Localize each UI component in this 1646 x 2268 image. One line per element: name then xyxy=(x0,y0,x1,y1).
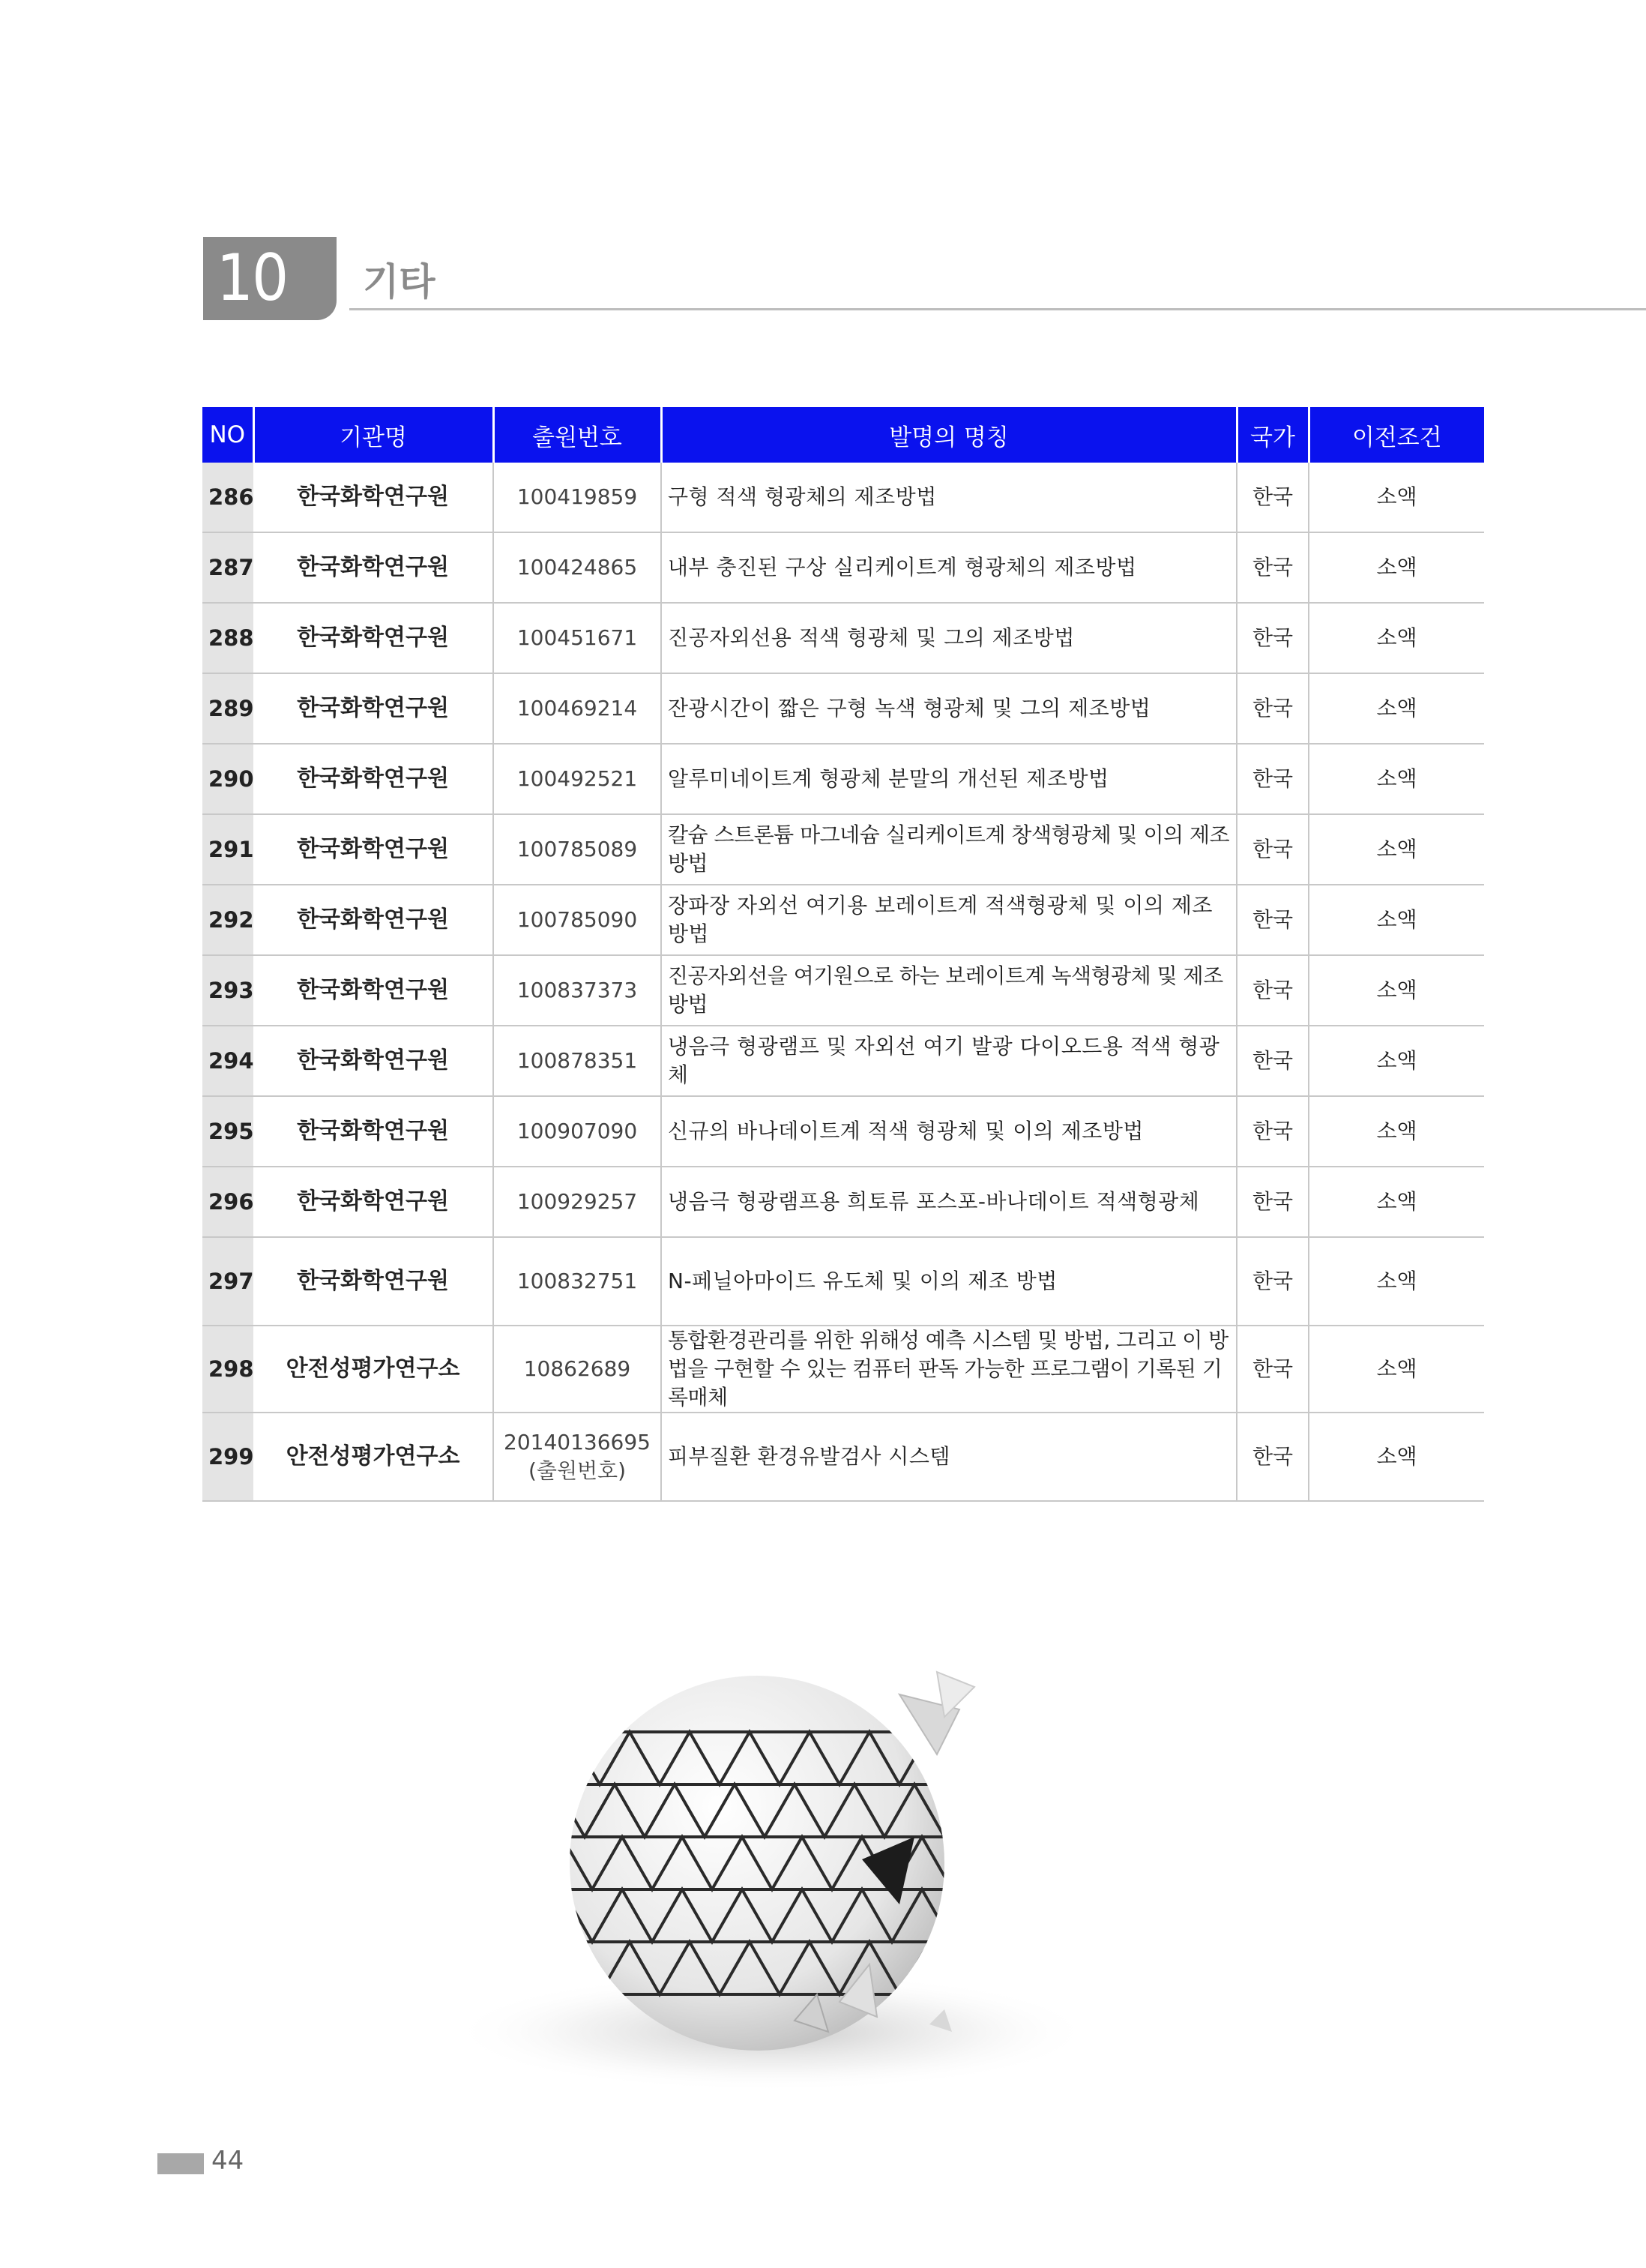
cell-title: 내부 충진된 구상 실리케이트계 형광체의 제조방법 xyxy=(661,532,1237,603)
cell-app-no: 100785090 xyxy=(493,885,661,955)
table-row xyxy=(202,814,1484,885)
cell-country: 한국 xyxy=(1237,1237,1309,1326)
cell-terms: 소액 xyxy=(1309,463,1484,532)
cell-app-no: 100469214 xyxy=(493,673,661,744)
cell-no: 292 xyxy=(202,885,253,955)
cell-app-no xyxy=(493,1413,661,1501)
cell-country: 한국 xyxy=(1237,1167,1309,1237)
cell-org: 안전성평가연구소 xyxy=(253,1326,493,1413)
cell-terms: 소액 xyxy=(1309,673,1484,744)
cell-no: 294 xyxy=(202,1026,253,1096)
page-number-bar xyxy=(157,2153,204,2174)
header-title: 발명의 명칭 xyxy=(661,407,1237,463)
cell-country: 한국 xyxy=(1237,1326,1309,1413)
cell-no: 293 xyxy=(202,955,253,1026)
cell-title: 통합환경관리를 위한 위해성 예측 시스템 및 방법, 그리고 이 방법을 구현할 수 있는 컴퓨터 판독 가능한 프로그램이 기록된 기록매체 xyxy=(661,1326,1237,1413)
cell-org: 한국화학연구원 xyxy=(253,603,493,673)
cell-org: 한국화학연구원 xyxy=(253,1026,493,1096)
cell-title: N-페닐아마이드 유도체 및 이의 제조 방법 xyxy=(661,1237,1237,1326)
cell-country: 한국 xyxy=(1237,1026,1309,1096)
section-divider xyxy=(349,308,1646,310)
cell-title: 진공자외선용 적색 형광체 및 그의 제조방법 xyxy=(661,603,1237,673)
cell-no: 299 xyxy=(202,1413,253,1501)
cell-terms: 소액 xyxy=(1309,885,1484,955)
cell-country: 한국 xyxy=(1237,744,1309,814)
table-row xyxy=(202,532,1484,603)
cell-terms: 소액 xyxy=(1309,1413,1484,1501)
table-row xyxy=(202,1413,1484,1501)
table-row xyxy=(202,673,1484,744)
cell-no: 289 xyxy=(202,673,253,744)
cell-no: 291 xyxy=(202,814,253,885)
section-number: 10 xyxy=(216,241,288,316)
table-row xyxy=(202,603,1484,673)
cell-app-no: 10862689 xyxy=(493,1326,661,1413)
table-row xyxy=(202,885,1484,955)
cell-terms: 소액 xyxy=(1309,1237,1484,1326)
table-row xyxy=(202,1167,1484,1237)
cell-org: 한국화학연구원 xyxy=(253,1237,493,1326)
cell-country: 한국 xyxy=(1237,814,1309,885)
cell-org: 한국화학연구원 xyxy=(253,673,493,744)
cell-org: 안전성평가연구소 xyxy=(253,1413,493,1501)
cell-terms: 소액 xyxy=(1309,744,1484,814)
cell-country: 한국 xyxy=(1237,673,1309,744)
cell-country: 한국 xyxy=(1237,532,1309,603)
cell-terms: 소액 xyxy=(1309,1167,1484,1237)
cell-app-no: 100832751 xyxy=(493,1237,661,1326)
cell-title: 신규의 바나데이트계 적색 형광체 및 이의 제조방법 xyxy=(661,1096,1237,1167)
cell-no: 287 xyxy=(202,532,253,603)
cell-country: 한국 xyxy=(1237,463,1309,532)
cell-no: 298 xyxy=(202,1326,253,1413)
cell-no: 295 xyxy=(202,1096,253,1167)
cell-terms: 소액 xyxy=(1309,955,1484,1026)
table-row xyxy=(202,1326,1484,1413)
cell-title: 알루미네이트계 형광체 분말의 개선된 제조방법 xyxy=(661,744,1237,814)
table-row xyxy=(202,1026,1484,1096)
cell-org: 한국화학연구원 xyxy=(253,885,493,955)
cell-org: 한국화학연구원 xyxy=(253,1096,493,1167)
cell-terms: 소액 xyxy=(1309,1096,1484,1167)
cell-app-no: 100419859 xyxy=(493,463,661,532)
cell-app-no: 100929257 xyxy=(493,1167,661,1237)
table-row xyxy=(202,744,1484,814)
cell-app-no: 100785089 xyxy=(493,814,661,885)
cell-terms: 소액 xyxy=(1309,814,1484,885)
cell-org: 한국화학연구원 xyxy=(253,814,493,885)
page-number: 44 xyxy=(211,2146,244,2176)
table-row xyxy=(202,463,1484,532)
cell-title: 장파장 자외선 여기용 보레이트계 적색형광체 및 이의 제조방법 xyxy=(661,885,1237,955)
cell-terms: 소액 xyxy=(1309,1026,1484,1096)
cell-terms: 소액 xyxy=(1309,532,1484,603)
cell-country: 한국 xyxy=(1237,1096,1309,1167)
cell-app-no: 100424865 xyxy=(493,532,661,603)
cell-title: 냉음극 형광램프 및 자외선 여기 발광 다이오드용 적색 형광체 xyxy=(661,1026,1237,1096)
app-no-note: (출원번호) xyxy=(528,1458,627,1483)
cell-app-no: 100492521 xyxy=(493,744,661,814)
cell-app-no: 100837373 xyxy=(493,955,661,1026)
cell-org: 한국화학연구원 xyxy=(253,744,493,814)
cell-no: 296 xyxy=(202,1167,253,1237)
cell-no: 286 xyxy=(202,463,253,532)
cell-app-no: 100907090 xyxy=(493,1096,661,1167)
cell-title: 칼슘 스트론튬 마그네슘 실리케이트계 창색형광체 및 이의 제조방법 xyxy=(661,814,1237,885)
header-country: 국가 xyxy=(1237,407,1309,463)
cell-country: 한국 xyxy=(1237,955,1309,1026)
table-row xyxy=(202,1237,1484,1326)
header-app-no: 출원번호 xyxy=(493,407,661,463)
cell-org: 한국화학연구원 xyxy=(253,1167,493,1237)
cell-org: 한국화학연구원 xyxy=(253,532,493,603)
cell-no: 290 xyxy=(202,744,253,814)
cell-title: 잔광시간이 짧은 구형 녹색 형광체 및 그의 제조방법 xyxy=(661,673,1237,744)
patent-table xyxy=(202,407,1484,1502)
table-row xyxy=(202,955,1484,1026)
section-title: 기타 xyxy=(363,260,435,304)
cell-country: 한국 xyxy=(1237,603,1309,673)
cell-country: 한국 xyxy=(1237,1413,1309,1501)
table-row xyxy=(202,1096,1484,1167)
app-no-value: 20140136695 xyxy=(504,1430,651,1455)
cell-terms: 소액 xyxy=(1309,1326,1484,1413)
cell-app-no: 100451671 xyxy=(493,603,661,673)
header-no: NO xyxy=(202,407,253,463)
header-terms: 이전조건 xyxy=(1309,407,1484,463)
cell-terms: 소액 xyxy=(1309,603,1484,673)
table-header-row xyxy=(202,407,1484,463)
cell-app-no: 100878351 xyxy=(493,1026,661,1096)
cell-org: 한국화학연구원 xyxy=(253,955,493,1026)
cell-no: 288 xyxy=(202,603,253,673)
cell-org: 한국화학연구원 xyxy=(253,463,493,532)
cell-title: 구형 적색 형광체의 제조방법 xyxy=(661,463,1237,532)
cell-title: 냉음극 형광램프용 희토류 포스포-바나데이트 적색형광체 xyxy=(661,1167,1237,1237)
cell-no: 297 xyxy=(202,1237,253,1326)
cell-country: 한국 xyxy=(1237,885,1309,955)
cell-title: 진공자외선을 여기원으로 하는 보레이트계 녹색형광체 및 제조방법 xyxy=(661,955,1237,1026)
header-org: 기관명 xyxy=(253,407,493,463)
cell-title: 피부질환 환경유발검사 시스템 xyxy=(661,1413,1237,1501)
faceted-sphere-illustration xyxy=(420,1642,1244,2107)
